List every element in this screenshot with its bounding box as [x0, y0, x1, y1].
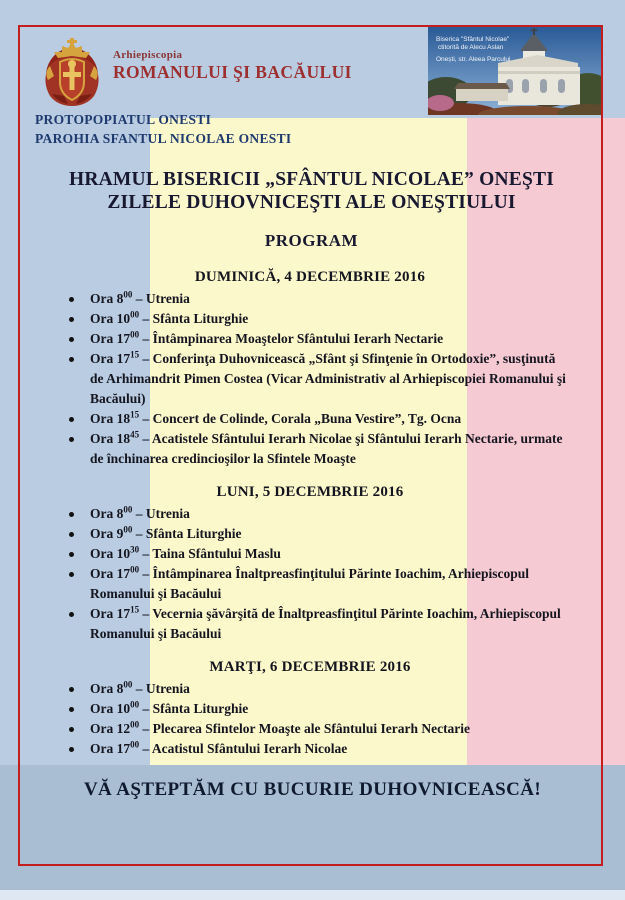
- event-item: Ora $17^{15}$ – Vecernia şăvârşită de Înaltpreasfinţitul Părinte Ioachim, Arhiepiscopul Romanului şi Bacăului: [90, 604, 572, 644]
- event-item: Ora $8^{00}$ – Utrenia: [90, 679, 572, 699]
- photo-caption-3: Onești, str. Aleea Parcului: [436, 56, 511, 63]
- event-item: Ora $8^{00}$ – Utrenia: [90, 504, 572, 524]
- protopopiat-line: PROTOPOPIATUL ONESTI: [35, 112, 212, 127]
- event-item: Ora $18^{45}$ – Acatistele Sfântului Ierarh Nicolae şi Sfântului Ierarh Nectarie, urmate de închinarea credincioşilor la Sfintele Moaşte: [90, 429, 572, 469]
- event-item: Ora $8^{00}$ – Utrenia: [90, 289, 572, 309]
- program-label: PROGRAM: [264, 231, 359, 250]
- event-item: Ora $17^{15}$ – Conferinţa Duhovnicească „Sfânt şi Sfinţenie în Ortodoxie”, susţinută de Arhimandrit Pimen Costea (Vicar Administrativ al Arhiepiscopiei Romanului şi Bacăului): [90, 349, 572, 409]
- event-list: [90, 289, 572, 469]
- event-item: Ora $10^{00}$ – Sfânta Liturghie: [90, 309, 572, 329]
- title-line-1: HRAMUL BISERICII „SFÂNTUL NICOLAE” ONEŞTI: [69, 169, 554, 190]
- event-item: Ora $17^{00}$ – Acatistul Sfântului Ierarh Nicolae: [90, 739, 572, 759]
- day-heading: MARŢI, 6 DECEMBRIE 2016: [209, 659, 411, 675]
- church-photo: [428, 27, 601, 115]
- event-list: [90, 504, 572, 644]
- photo-caption-1: Biserica "Sfântul Nicolae": [436, 36, 510, 43]
- event-item: Ora $17^{00}$ – Întâmpinarea Moaştelor Sfântului Ierarh Nectarie: [90, 329, 572, 349]
- main-title: [20, 169, 603, 214]
- archdiocese-crest-icon: [38, 36, 106, 108]
- event-item: Ora $17^{00}$ – Întâmpinarea Înaltpreasfinţitului Părinte Ioachim, Arhiepiscopul Romanului şi Bacăului: [90, 564, 572, 604]
- day-heading: LUNI, 5 DECEMBRIE 2016: [216, 484, 404, 500]
- logo-org-large: ROMANULUI ŞI BACĂULUI: [113, 62, 352, 82]
- event-item: Ora $10^{00}$ – Sfânta Liturghie: [90, 699, 572, 719]
- footer-message: VĂ AŞTEPTĂM CU BUCURIE DUHOVNICEASCĂ!: [83, 779, 542, 800]
- day-heading: DUMINICĂ, 4 DECEMBRIE 2016: [194, 269, 426, 285]
- parohia-line: PAROHIA SFANTUL NICOLAE ONESTI: [35, 131, 292, 146]
- event-item: Ora $12^{00}$ – Plecarea Sfintelor Moaşte ale Sfântului Ierarh Nectarie: [90, 719, 572, 739]
- bottom-edge-strip: [0, 890, 625, 900]
- logo-wordmark: [113, 50, 352, 82]
- parish-header: [35, 110, 291, 148]
- event-item: Ora $9^{00}$ – Sfânta Liturghie: [90, 524, 572, 544]
- event-item: Ora $10^{30}$ – Taina Sfântului Maslu: [90, 544, 572, 564]
- title-line-2: ZILELE DUHOVNICEŞTI ALE ONEŞTIULUI: [107, 191, 516, 213]
- event-list: [90, 679, 572, 759]
- photo-caption-2: ctitorită de Alecu Aslan: [438, 44, 504, 51]
- program-sections: [40, 269, 580, 774]
- event-item: Ora $18^{15}$ – Concert de Colinde, Corala „Buna Vestire”, Tg. Ocna: [90, 409, 572, 429]
- logo-org-small: Arhiepiscopia: [113, 49, 183, 61]
